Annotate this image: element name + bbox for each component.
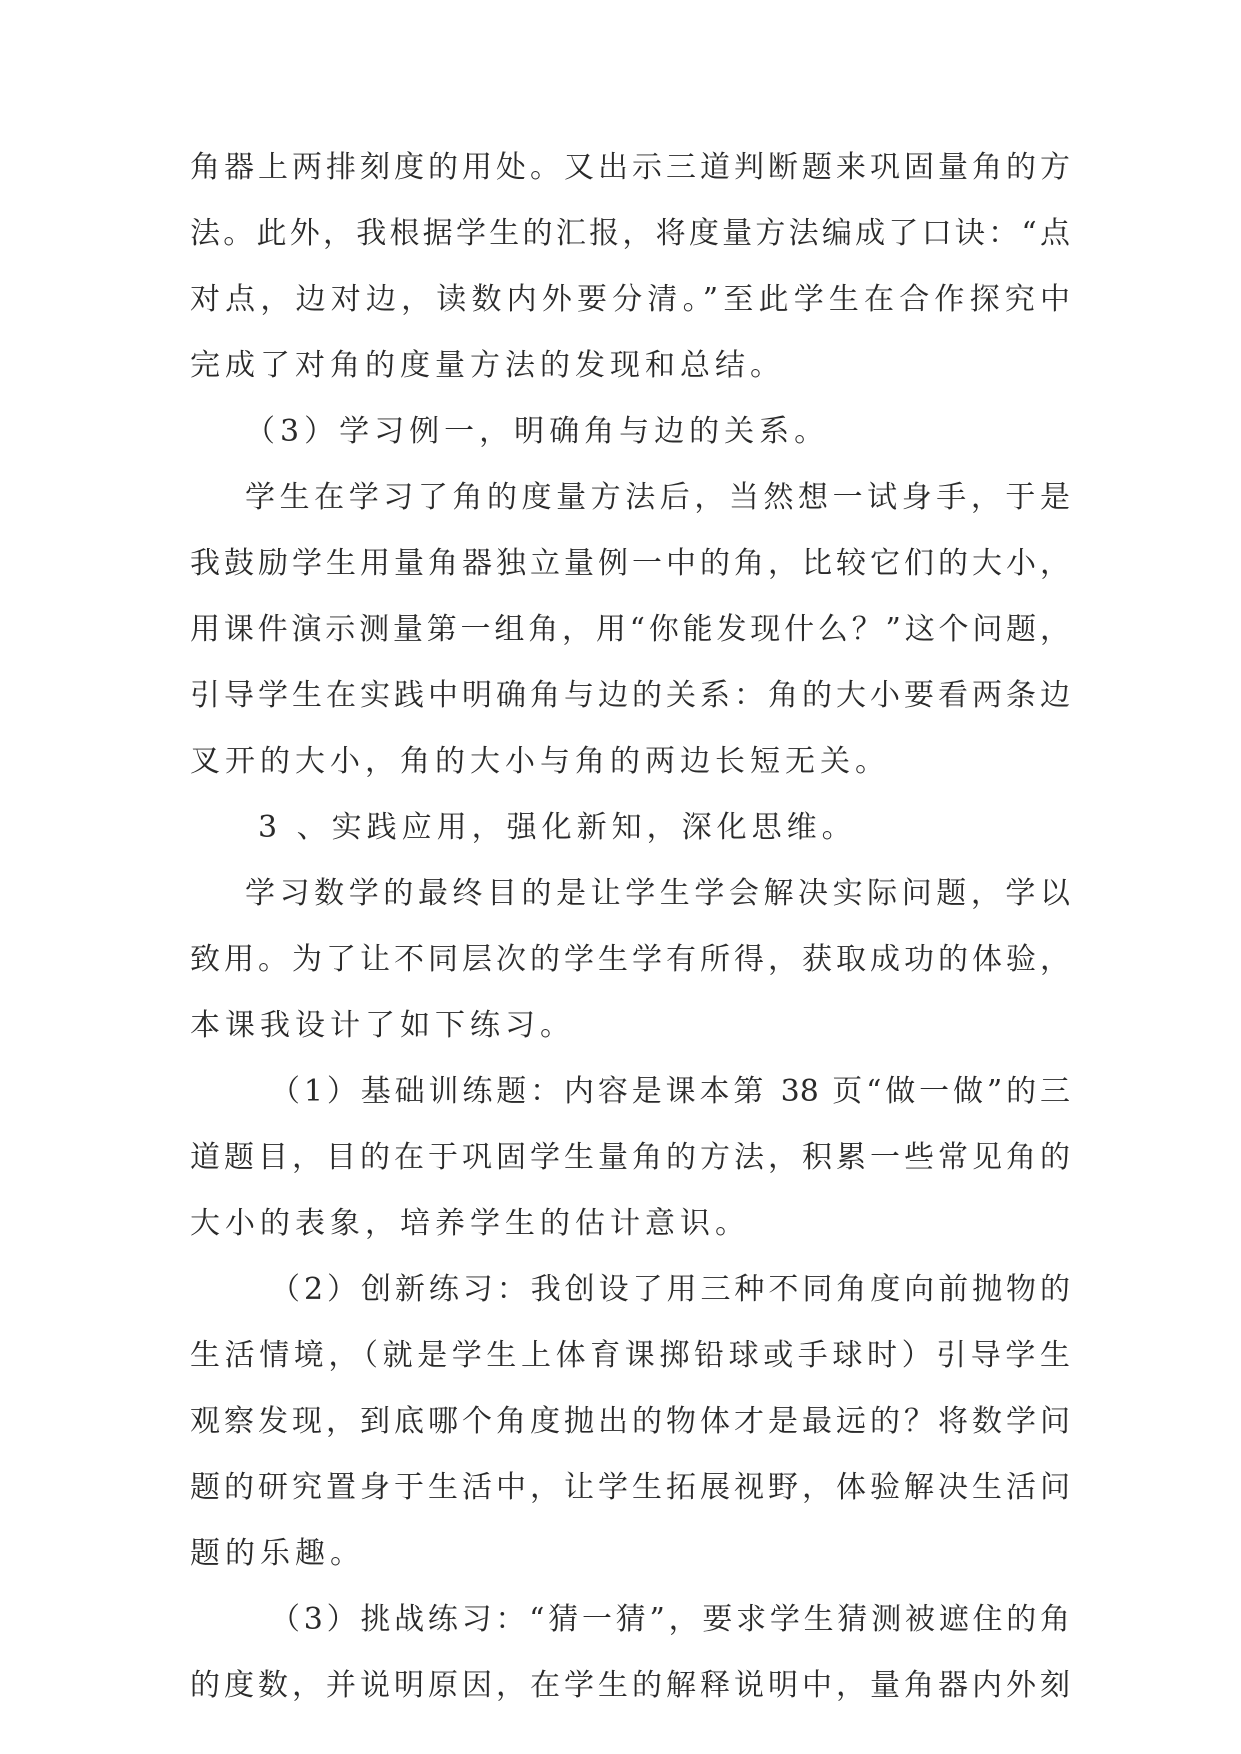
text-line: 大小的表象，培养学生的估计意识。 [190, 1206, 750, 1241]
text-line: 的度数，并说明原因，在学生的解释说明中，量角器内外刻 [190, 1668, 1070, 1703]
text-line: 叉开的大小，角的大小与角的两边长短无关。 [190, 744, 890, 779]
text-line: 引导学生在实践中明确角与边的关系：角的大小要看两条边 [190, 678, 1070, 713]
text-line: （2）创新练习：我创设了用三种不同角度向前抛物的 [270, 1272, 1070, 1307]
text-line: （3）挑战练习：“猜一猜”，要求学生猜测被遮住的角 [270, 1602, 1070, 1637]
text-line: 学习数学的最终目的是让学生学会解决实际问题，学以 [245, 876, 1070, 911]
text-line: 观察发现，到底哪个角度抛出的物体才是最远的？将数学问 [190, 1404, 1070, 1439]
text-line: 学生在学习了角的度量方法后，当然想一试身手，于是 [245, 480, 1070, 515]
text-line: 用课件演示测量第一组角，用“你能发现什么？”这个问题， [190, 612, 1070, 647]
text-line: 我鼓励学生用量角器独立量例一中的角，比较它们的大小， [190, 546, 1070, 581]
text-line: 道题目，目的在于巩固学生量角的方法，积累一些常见角的 [190, 1140, 1070, 1175]
text-line: （1）基础训练题：内容是课本第 38 页“做一做”的三 [270, 1074, 1070, 1109]
text-line: 对点，边对边，读数内外要分清。”至此学生在合作探究中 [190, 282, 1070, 317]
text-line: 生活情境，（就是学生上体育课掷铅球或手球时）引导学生 [190, 1338, 1070, 1373]
text-line: 本课我设计了如下练习。 [190, 1008, 575, 1043]
text-line: 法。此外，我根据学生的汇报，将度量方法编成了口诀：“点 [190, 216, 1070, 251]
text-line: 题的乐趣。 [190, 1536, 365, 1571]
subheading: （3）学习例一，明确角与边的关系。 [245, 414, 830, 449]
text-line: 角器上两排刻度的用处。又出示三道判断题来巩固量角的方 [190, 150, 1070, 185]
text-line: 致用。为了让不同层次的学生学有所得，获取成功的体验， [190, 942, 1070, 977]
section-heading: 3 、实践应用，强化新知，深化思维。 [258, 810, 857, 845]
text-line: 题的研究置身于生活中，让学生拓展视野，体验解决生活问 [190, 1470, 1070, 1505]
text-line: 完成了对角的度量方法的发现和总结。 [190, 348, 785, 383]
